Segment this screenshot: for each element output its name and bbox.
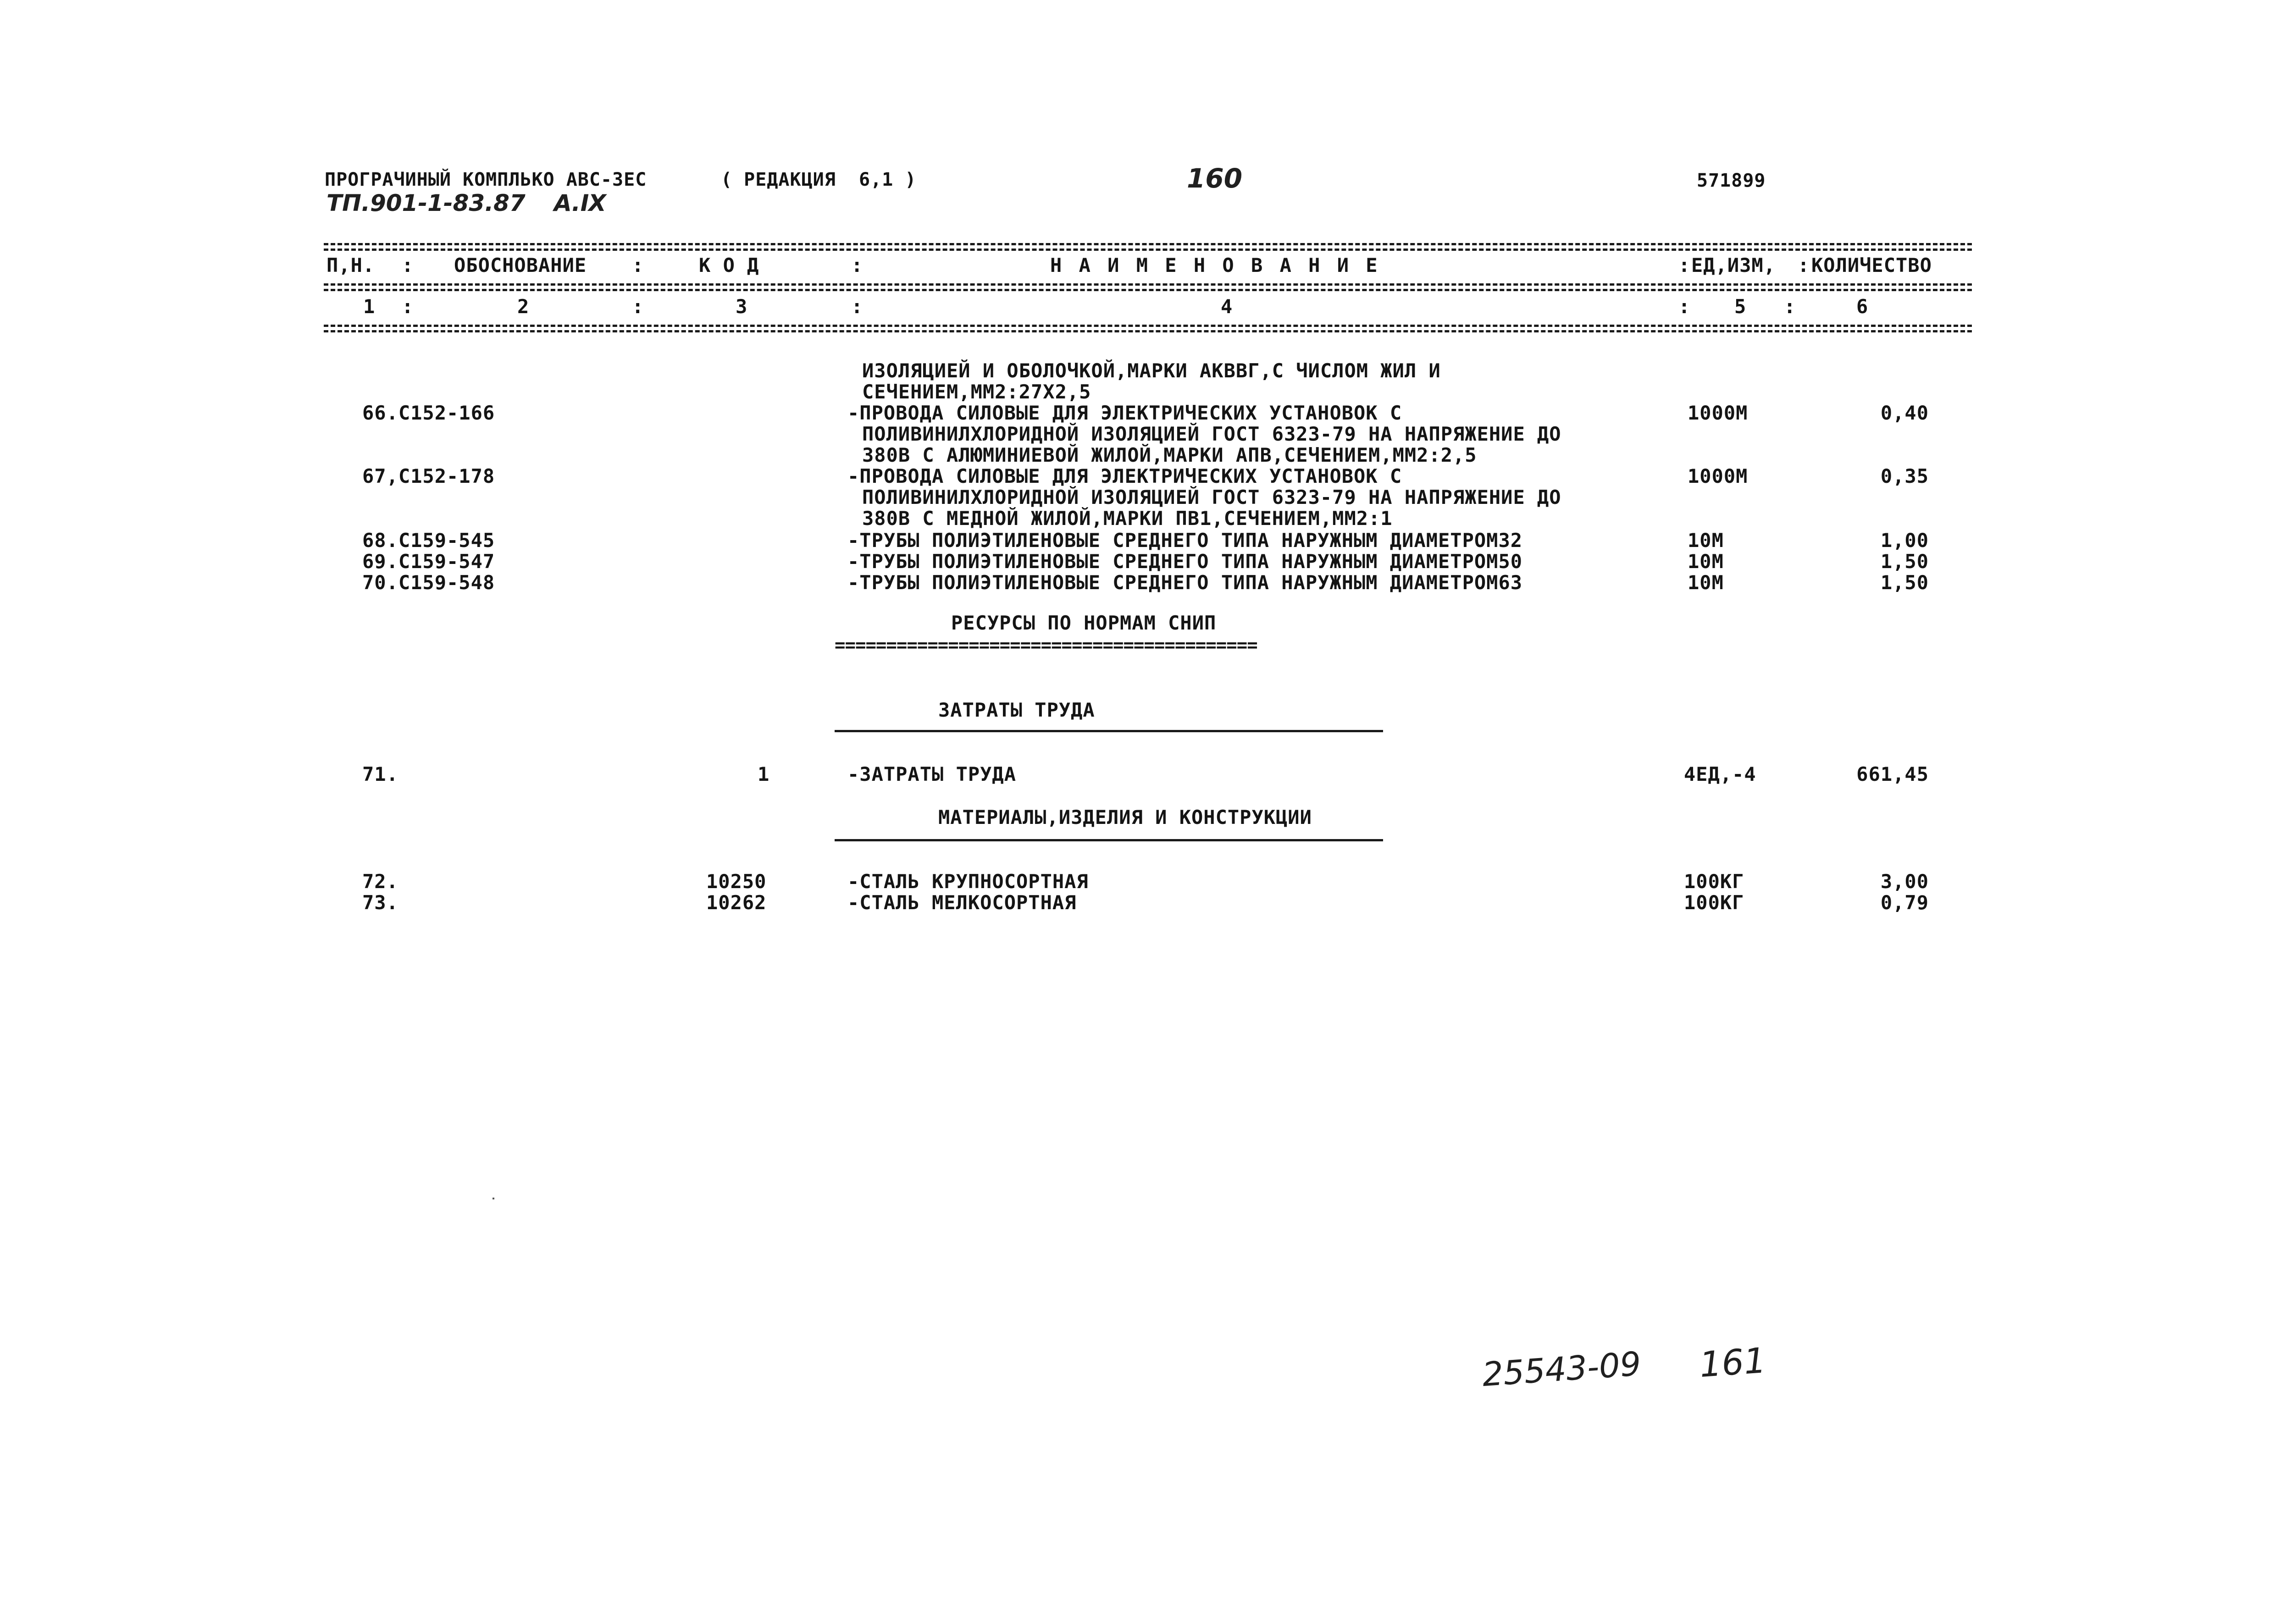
labor-row-code: 1 (758, 763, 770, 785)
material-row-unit: 100КГ (1684, 870, 1744, 893)
material-row-code: 10262 (706, 891, 767, 914)
material-row-name: -СТАЛЬ КРУПНОСОРТНАЯ (847, 870, 1089, 893)
header-bottom-rule-2 (324, 330, 1972, 332)
row-name-line: ПОЛИВИНИЛХЛОРИДНОЙ ИЗОЛЯЦИЕЙ ГОСТ 6323-79 НА НАПРЯЖЕНИЕ ДО (862, 486, 1561, 508)
program-title: ПРОГРАЧИНЫЙ КОМПЛЬКО АВС-ЗЕС (325, 169, 647, 190)
col-header-unit: ЕД,ИЗМ, (1691, 254, 1776, 276)
row-qty: 0,40 (1880, 402, 1929, 424)
col-header-qty: КОЛИЧЕСТВО (1811, 254, 1932, 276)
section-labor-title: ЗАТРАТЫ ТРУДА (938, 699, 1095, 721)
col-sep: : (402, 254, 414, 276)
row-name-line: -ПРОВОДА СИЛОВЫЕ ДЛЯ ЭЛЕКТРИЧЕСКИХ УСТАНОВОК С (847, 402, 1402, 424)
col-number: 2 (517, 295, 530, 318)
labor-row-unit: 4ЕД,-4 (1684, 763, 1756, 785)
row-qty: 1,50 (1880, 550, 1929, 573)
section-resources-rule: ========================================= (835, 635, 1257, 656)
material-row-code: 10250 (706, 870, 767, 893)
section-materials-rule (835, 839, 1383, 841)
row-qty: 0,35 (1880, 465, 1929, 487)
header-bottom-rule (324, 325, 1972, 327)
continuation-line: СЕЧЕНИЕМ,ММ2:27Х2,5 (862, 381, 1091, 403)
col-sep: : (1678, 254, 1691, 276)
material-row-qty: 3,00 (1880, 870, 1929, 893)
row-name-line: -ТРУБЫ ПОЛИЭТИЛЕНОВЫЕ СРЕДНЕГО ТИПА НАРУЖНЫМ ДИАМЕТРОМ32 (847, 529, 1523, 552)
col-sep: : (632, 254, 644, 276)
col-number: 3 (736, 295, 748, 318)
labor-row-qty: 661,45 (1856, 763, 1929, 785)
table-top-rule (324, 243, 1972, 245)
row-number: 69.С159-547 (362, 550, 495, 573)
section-resources-title: РЕСУРСЫ ПО НОРМАМ СНИП (951, 612, 1217, 634)
row-unit: 10М (1688, 529, 1724, 552)
row-unit: 10М (1688, 571, 1724, 594)
col-number: 1 (363, 295, 376, 318)
col-header-num: П,Н. (327, 254, 375, 276)
row-number: 70.С159-548 (362, 571, 495, 594)
album-number-handwritten: А.Ⅸ (554, 190, 606, 216)
material-row-number: 72. (362, 870, 399, 893)
material-row-name: -СТАЛЬ МЕЛКОСОРТНАЯ (847, 891, 1077, 914)
col-sep: : (851, 295, 864, 318)
row-name-line: 380В С АЛЮМИНИЕВОЙ ЖИЛОЙ,МАРКИ АПВ,СЕЧЕНИЕМ,ММ2:2,5 (862, 444, 1477, 466)
col-sep: : (1678, 295, 1691, 318)
page-number: 160 (1187, 163, 1243, 194)
col-sep: : (851, 254, 864, 276)
section-materials-title: МАТЕРИАЛЫ,ИЗДЕЛИЯ И КОНСТРУКЦИИ (938, 806, 1312, 829)
labor-row-number: 71. (362, 763, 399, 785)
col-number: 4 (1221, 295, 1233, 318)
row-name-line: 380В С МЕДНОЙ ЖИЛОЙ,МАРКИ ПВ1,СЕЧЕНИЕМ,ММ2:1 (862, 507, 1393, 530)
row-unit: 1000М (1688, 465, 1748, 487)
scan-speck (493, 1198, 494, 1199)
section-labor-rule (835, 730, 1383, 732)
row-number: 68.С159-545 (362, 529, 495, 552)
material-row-number: 73. (362, 891, 399, 914)
col-number: 5 (1734, 295, 1747, 318)
handwritten-doc-number: 25543-09 (1481, 1344, 1643, 1394)
row-qty: 1,50 (1880, 571, 1929, 594)
col-sep: : (402, 295, 414, 318)
edition-label: ( РЕДАКЦИЯ 6,1 ) (721, 169, 917, 190)
row-name-line: -ТРУБЫ ПОЛИЭТИЛЕНОВЫЕ СРЕДНЕГО ТИПА НАРУЖНЫМ ДИАМЕТРОМ50 (847, 550, 1523, 573)
row-number: 66.С152-166 (362, 402, 495, 424)
col-number: 6 (1856, 295, 1869, 318)
col-sep: : (1784, 295, 1796, 318)
doc-code: 571899 (1697, 170, 1766, 191)
row-name-line: ПОЛИВИНИЛХЛОРИДНОЙ ИЗОЛЯЦИЕЙ ГОСТ 6323-79 НА НАПРЯЖЕНИЕ ДО (862, 423, 1561, 445)
handwritten-page-number: 161 (1698, 1340, 1767, 1385)
header-mid-rule-2 (324, 289, 1972, 291)
table-top-rule-2 (324, 249, 1972, 251)
header-mid-rule (324, 283, 1972, 286)
col-header-code: К О Д (699, 254, 759, 276)
col-header-basis: ОБОСНОВАНИЕ (454, 254, 587, 276)
row-unit: 10М (1688, 550, 1724, 573)
continuation-line: ИЗОЛЯЦИЕЙ И ОБОЛОЧКОЙ,МАРКИ АКВВГ,С ЧИСЛОМ ЖИЛ И (862, 359, 1441, 382)
col-header-name: Н А И М Е Н О В А Н И Е (1050, 254, 1380, 276)
row-number: 67,С152-178 (362, 465, 495, 487)
row-name-line: -ПРОВОДА СИЛОВЫЕ ДЛЯ ЭЛЕКТРИЧЕСКИХ УСТАНОВОК С (847, 465, 1402, 487)
material-row-qty: 0,79 (1880, 891, 1929, 914)
row-unit: 1000М (1688, 402, 1748, 424)
project-number-handwritten: ТП.901-1-83.87 (327, 190, 526, 216)
row-qty: 1,00 (1880, 529, 1929, 552)
material-row-unit: 100КГ (1684, 891, 1744, 914)
row-name-line: -ТРУБЫ ПОЛИЭТИЛЕНОВЫЕ СРЕДНЕГО ТИПА НАРУЖНЫМ ДИАМЕТРОМ63 (847, 571, 1523, 594)
col-sep: : (1798, 254, 1810, 276)
labor-row-name: -ЗАТРАТЫ ТРУДА (847, 763, 1017, 785)
col-sep: : (632, 295, 644, 318)
